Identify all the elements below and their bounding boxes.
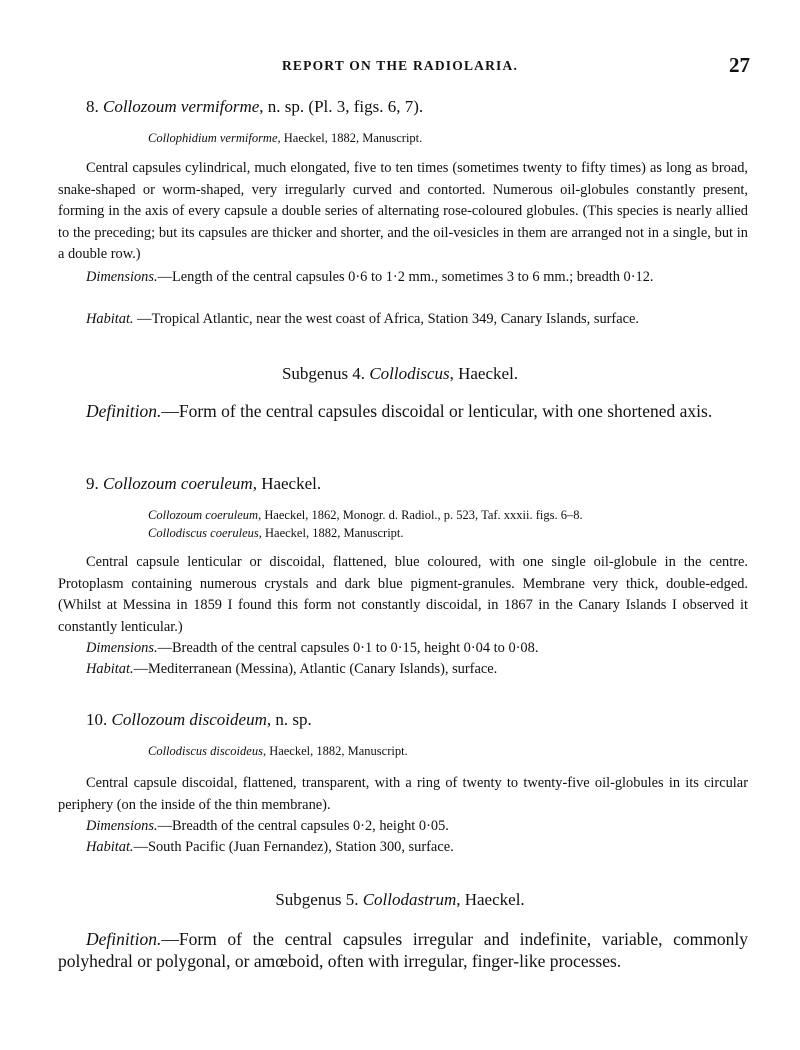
- subgenus-name: Collodastrum: [362, 890, 457, 909]
- synonym-name: Collozoum coeruleum: [148, 508, 259, 522]
- synonym-citation: , Haeckel, 1862, Monogr. d. Radiol., p. 523, Taf. xxxii. figs. 6–8.: [258, 508, 583, 522]
- species-10-dimensions: [58, 816, 748, 838]
- subgenus-5-definition: [58, 928, 748, 972]
- synonym-name: Collophidium vermiforme: [148, 131, 278, 145]
- definition-label: Definition.: [86, 929, 162, 949]
- running-head: [0, 53, 800, 82]
- dimensions-label: Dimensions.: [86, 818, 158, 834]
- synonym-name: Collodiscus coeruleus: [148, 526, 259, 540]
- species-name: Collozoum discoideum: [111, 710, 267, 729]
- dimensions-text: —Length of the central capsules 0·6 to 1·2 mm., sometimes 3 to 6 mm.; breadth 0·12.: [157, 269, 654, 285]
- subgenus-author: , Haeckel.: [449, 364, 519, 383]
- page-number: 27: [729, 53, 750, 77]
- species-9-dimensions: [58, 638, 748, 660]
- species-9-synonyms: [148, 506, 748, 542]
- dimensions-label: Dimensions.: [86, 640, 158, 656]
- definition-text: —Form of the central capsules irregular and indefinite, variable, commonly polyhedral or polygonal, or amœboid, often with irregular, finger-like processes.: [58, 929, 748, 971]
- species-name: Collozoum vermiforme: [103, 97, 260, 116]
- dimensions-text: —Breadth of the central capsules 0·2, height 0·05.: [157, 818, 449, 834]
- habitat-text: —Mediterranean (Messina), Atlantic (Canary Islands), surface.: [133, 661, 498, 677]
- habitat-label: Habitat.: [86, 661, 134, 677]
- species-8-description: Central capsules cylindrical, much elongated, five to ten times (sometimes twenty to fifty times) as long as broad, snake-shaped or worm-shaped, very irregularly curved and contorted. Numerous oil-globules constantly present, forming in the axis of every capsule a double series of alternating rose-coloured globules. (This species is nearly allied to the preceding; but its capsules are thicker and shorter, and the oil-vesicles in them are arranged not in a single, but in a double row.): [58, 160, 748, 262]
- species-9-description: Central capsule lenticular or discoidal, flattened, blue coloured, with one single oil-globule in the centre. Protoplasm containing numerous crystals and dark blue pigment-granules. Membrane very thick, double-edged. (Whilst at Messina in 1859 I found this form not constantly discoidal, in 1867 in the Canary Islands I observed it constantly lenticular.): [58, 554, 748, 635]
- habitat-label: Habitat.: [86, 839, 134, 855]
- dimensions-label: Dimensions.: [86, 269, 158, 285]
- species-number: 8.: [86, 97, 99, 116]
- species-suffix: , n. sp.: [266, 710, 312, 729]
- subgenus-4-heading: [0, 364, 800, 384]
- species-9-title: [86, 473, 746, 495]
- running-title: REPORT ON THE RADIOLARIA.: [281, 58, 519, 73]
- subgenus-author: , Haeckel.: [456, 890, 525, 909]
- subgenus-label: Subgenus 5.: [275, 890, 359, 909]
- synonym-citation: , Haeckel, 1882, Manuscript.: [262, 744, 408, 758]
- species-8-synonym: [148, 129, 748, 147]
- synonym-name: Collodiscus discoideus: [148, 744, 263, 758]
- subgenus-4-definition: [58, 400, 748, 422]
- species-number: 10.: [86, 710, 108, 729]
- species-8-title: [86, 96, 746, 118]
- synonym-citation: , Haeckel, 1882, Manuscript.: [277, 131, 423, 145]
- species-name: Collozoum coeruleum: [103, 474, 253, 493]
- species-number: 9.: [86, 474, 99, 493]
- species-10-title: [86, 709, 746, 731]
- synonym-citation: , Haeckel, 1882, Manuscript.: [258, 526, 404, 540]
- synonym-line-1: [148, 506, 748, 524]
- species-10-description: Central capsule discoidal, flattened, transparent, with a ring of twenty to twenty-five oil-globules in its circular periphery (on the inside of the thin membrane).: [58, 775, 748, 813]
- definition-label: Definition.: [86, 401, 162, 421]
- species-suffix: , n. sp. (Pl. 3, figs. 6, 7).: [259, 97, 424, 116]
- subgenus-5-heading: [0, 890, 800, 910]
- species-9-habitat: [58, 659, 748, 681]
- habitat-label: Habitat.: [86, 311, 134, 327]
- subgenus-name: Collodiscus: [369, 364, 450, 383]
- synonym-line-2: [148, 524, 748, 542]
- species-10-synonym: [148, 742, 748, 760]
- dimensions-text: —Breadth of the central capsules 0·1 to 0·15, height 0·04 to 0·08.: [157, 640, 539, 656]
- habitat-text: —Tropical Atlantic, near the west coast of Africa, Station 349, Canary Islands, surface.: [133, 311, 639, 327]
- species-8-dimensions: [58, 267, 748, 289]
- species-8-habitat: [58, 309, 748, 331]
- definition-text: —Form of the central capsules discoidal or lenticular, with one shortened axis.: [161, 401, 713, 421]
- species-suffix: , Haeckel.: [252, 474, 322, 493]
- subgenus-label: Subgenus 4.: [281, 364, 366, 383]
- habitat-text: —South Pacific (Juan Fernandez), Station 300, surface.: [133, 839, 454, 855]
- species-10-habitat: [58, 837, 748, 859]
